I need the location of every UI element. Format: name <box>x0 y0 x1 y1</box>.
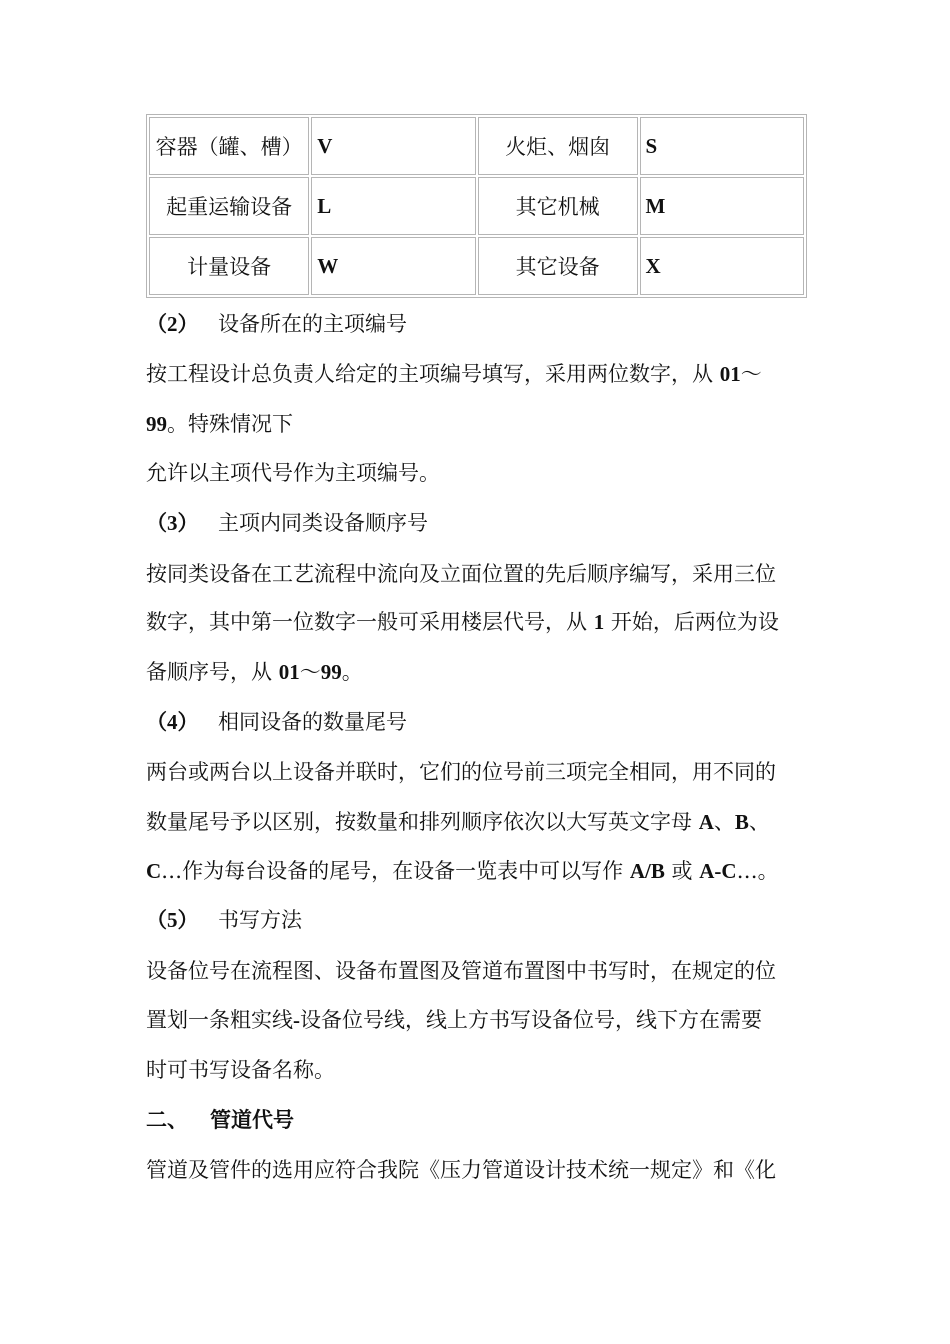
number-run: 99 <box>320 660 342 684</box>
section-number: （2） <box>146 312 199 336</box>
number-run: 01 <box>278 660 300 684</box>
text-run: …。 <box>736 859 779 883</box>
number-run: 99 <box>146 412 167 436</box>
section-number: （4） <box>146 710 199 734</box>
section-heading <box>146 509 428 537</box>
paragraph-line <box>146 360 762 388</box>
text-run: ～ <box>299 660 321 684</box>
text-run: 数量尾号予以区别，按数量和排列顺序依次以大写英文字母 <box>146 810 699 834</box>
letter-run: C <box>146 859 162 883</box>
paragraph-line: 按同类设备在工艺流程中流向及立面位置的先后顺序编写，采用三位 <box>146 562 776 586</box>
text-run: ～ <box>740 362 762 386</box>
section-number: （3） <box>146 511 199 535</box>
table-row <box>149 237 804 295</box>
letter-run: B <box>734 810 749 834</box>
paragraph-line <box>146 808 770 836</box>
equipment-code-cell: X <box>640 237 804 295</box>
chapter-number: 二、 <box>146 1108 188 1132</box>
equipment-type-cell: 容器（罐、槽） <box>149 117 309 175</box>
text-run: - <box>293 1008 300 1032</box>
paragraph-line: 时可书写设备名称。 <box>146 1058 335 1082</box>
paragraph-line: 管道及管件的选用应符合我院《压力管道设计技术统一规定》和《化 <box>146 1158 776 1182</box>
text-run: 按工程设计总负责人给定的主项编号填写，采用两位数字，从 <box>146 362 720 386</box>
chapter-heading <box>146 1106 294 1134</box>
paragraph-line <box>146 608 779 636</box>
equipment-type-cell: 其它机械 <box>478 177 638 235</box>
equipment-code-cell: W <box>311 237 475 295</box>
paragraph-line <box>146 857 779 885</box>
section-heading <box>146 906 302 934</box>
equipment-type-cell: 火炬、烟囱 <box>478 117 638 175</box>
equipment-code-cell: L <box>311 177 475 235</box>
chapter-title: 管道代号 <box>210 1108 294 1132</box>
equipment-type-cell: 起重运输设备 <box>149 177 309 235</box>
section-heading <box>146 310 407 338</box>
paragraph-line <box>146 410 293 438</box>
text-run: 设备位号线，线上方书写设备位号，线下方在需要 <box>300 1008 762 1032</box>
number-run: 1 <box>593 610 605 634</box>
text-run: 。 <box>341 660 363 684</box>
paragraph-line: 两台或两台以上设备并联时，它们的位号前三项完全相同，用不同的 <box>146 760 776 784</box>
text-run: 置划一条粗实线 <box>146 1008 293 1032</box>
section-title: 相同设备的数量尾号 <box>218 710 407 734</box>
text-run: 备顺序号，从 <box>146 660 279 684</box>
paragraph-line <box>146 1006 762 1034</box>
equipment-type-cell: 计量设备 <box>149 237 309 295</box>
equipment-code-table <box>146 114 807 298</box>
equipment-code-cell: V <box>311 117 475 175</box>
equipment-code-cell: S <box>640 117 804 175</box>
letter-run: A-C <box>699 859 737 883</box>
text-run: 。特殊情况下 <box>167 412 293 436</box>
text-run: …作为每台设备的尾号，在设备一览表中可以写作 <box>161 859 630 883</box>
paragraph-line: 设备位号在流程图、设备布置图及管道布置图中书写时，在规定的位 <box>146 959 776 983</box>
text-run: 、 <box>713 810 735 834</box>
table-row <box>149 177 804 235</box>
letter-run: A <box>698 810 714 834</box>
equipment-code-cell: M <box>640 177 804 235</box>
section-title: 书写方法 <box>218 908 302 932</box>
letter-run: A/B <box>629 859 665 883</box>
table-row <box>149 117 804 175</box>
text-run: 、 <box>748 810 770 834</box>
section-title: 主项内同类设备顺序号 <box>218 511 428 535</box>
paragraph-line <box>146 658 363 686</box>
section-heading <box>146 708 407 736</box>
text-run: 数字，其中第一位数字一般可采用楼层代号，从 <box>146 610 594 634</box>
equipment-type-cell: 其它设备 <box>478 237 638 295</box>
paragraph-line: 允许以主项代号作为主项编号。 <box>146 461 440 485</box>
section-number: （5） <box>146 908 199 932</box>
number-run: 01 <box>719 362 741 386</box>
text-run: 或 <box>664 859 700 883</box>
section-title: 设备所在的主项编号 <box>218 312 407 336</box>
text-run: 开始，后两位为设 <box>604 610 779 634</box>
